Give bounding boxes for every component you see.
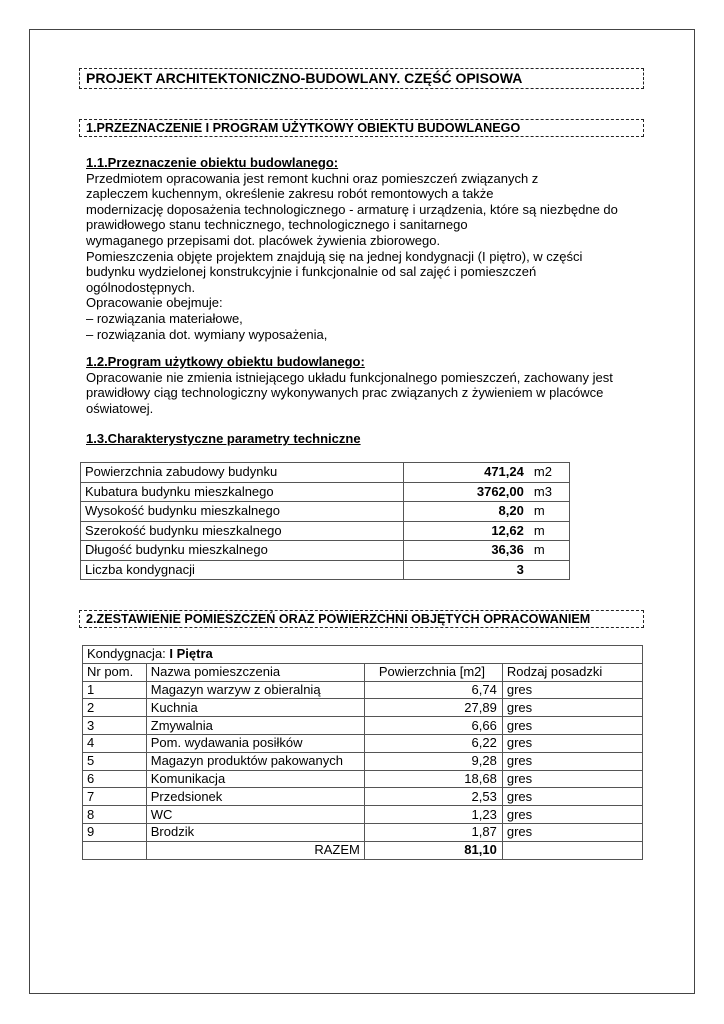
table-row [83, 806, 643, 824]
room-area: 18,68 [364, 770, 502, 788]
room-number: 6 [83, 770, 147, 788]
subsection-1-1-text [86, 171, 646, 343]
total-value: 81,10 [364, 841, 502, 859]
paragraph-line: prawidłowego stanu technicznego, technologicznego i sanitarnego [86, 217, 468, 233]
room-floor: gres [502, 788, 642, 806]
room-area: 27,89 [364, 699, 502, 717]
parameters-table [80, 462, 570, 580]
table-row [83, 699, 643, 717]
room-floor: gres [502, 823, 642, 841]
table-row [83, 770, 643, 788]
paragraph-line: modernizację doposażenia technologicznego - armaturę i urządzenia, które są niezbędne do [86, 201, 618, 217]
paragraph-line: wymaganego przepisami dot. placówek żywienia zbiorowego. [86, 232, 441, 248]
subsection-1-1-heading: 1.1.Przeznaczenie obiektu budowlanego: [86, 155, 339, 170]
paragraph-line: ogólnodostępnych. [86, 279, 196, 295]
room-number: 2 [83, 699, 147, 717]
floor-row [83, 646, 643, 664]
room-floor: gres [502, 717, 642, 735]
paragraph-line: Opracowanie nie zmienia istniejącego układu funkcjonalnego pomieszczeń, zachowany jest [86, 369, 613, 385]
table-row [81, 482, 570, 502]
paragraph-line: zapleczem kuchennym, określenie zakresu robót remontowych a także [86, 186, 494, 202]
room-area: 1,23 [364, 806, 502, 824]
table-row [81, 463, 570, 483]
rooms-table [82, 645, 643, 860]
table-row [83, 788, 643, 806]
total-label: RAZEM [146, 841, 364, 859]
room-area: 6,74 [364, 681, 502, 699]
paragraph-line: Opracowanie obejmuje: [86, 295, 223, 311]
paragraph-line: prawidłowy ciąg technologiczny wykonywanych prac związanych z żywieniem w placówce [86, 385, 604, 401]
total-row [83, 841, 643, 859]
room-name: Magazyn produktów pakowanych [146, 752, 364, 770]
paragraph-line: oświatowej. [86, 400, 154, 416]
room-name: Kuchnia [146, 699, 364, 717]
paragraph-line: Przedmiotem opracowania jest remont kuchni oraz pomieszczeń związanych z [86, 170, 539, 186]
room-number: 5 [83, 752, 147, 770]
param-value: 471,24 [404, 463, 530, 483]
column-header: Nr pom. [83, 663, 147, 681]
document-title: PROJEKT ARCHITEKTONICZNO-BUDOWLANY. CZĘŚĆ OPISOWA [79, 68, 644, 89]
room-floor: gres [502, 752, 642, 770]
room-area: 6,22 [364, 734, 502, 752]
room-name: Komunikacja [146, 770, 364, 788]
floor-label: Kondygnacja: [87, 646, 170, 662]
room-name: WC [146, 806, 364, 824]
param-unit: m3 [530, 482, 570, 502]
room-name: Zmywalnia [146, 717, 364, 735]
column-header: Rodzaj posadzki [502, 663, 642, 681]
table-row [83, 681, 643, 699]
table-row [81, 502, 570, 522]
room-number: 8 [83, 806, 147, 824]
room-floor: gres [502, 699, 642, 717]
room-name: Brodzik [146, 823, 364, 841]
paragraph-line: Pomieszczenia objęte projektem znajdują się na jednej kondygnacji (I piętro), w części [86, 248, 583, 264]
table-row [81, 560, 570, 580]
table-row [83, 717, 643, 735]
param-unit: m2 [530, 463, 570, 483]
room-number: 9 [83, 823, 147, 841]
floor-cell [83, 646, 643, 664]
param-value: 36,36 [404, 541, 530, 561]
table-row [83, 752, 643, 770]
param-value: 12,62 [404, 521, 530, 541]
room-name: Pom. wydawania posiłków [146, 734, 364, 752]
param-value: 3762,00 [404, 482, 530, 502]
param-name: Szerokość budynku mieszkalnego [81, 521, 404, 541]
param-value: 3 [404, 560, 530, 580]
table-row [83, 823, 643, 841]
section-1-1-block [86, 155, 646, 342]
param-unit: m [530, 541, 570, 561]
param-unit: m [530, 502, 570, 522]
param-name: Powierzchnia zabudowy budynku [81, 463, 404, 483]
room-area: 2,53 [364, 788, 502, 806]
table-row [81, 541, 570, 561]
paragraph-line: – rozwiązania materiałowe, [86, 310, 243, 326]
paragraph-line: – rozwiązania dot. wymiany wyposażenia, [86, 326, 328, 342]
section-2-heading: 2.ZESTAWIENIE POMIESZCZEŃ ORAZ POWIERZCHNI OBJĘTYCH OPRACOWANIEM [79, 610, 644, 628]
empty-cell [502, 841, 642, 859]
header-row [83, 663, 643, 681]
room-floor: gres [502, 681, 642, 699]
param-name: Liczba kondygnacji [81, 560, 404, 580]
room-name: Magazyn warzyw z obieralnią [146, 681, 364, 699]
table-row [81, 521, 570, 541]
param-unit [530, 560, 570, 580]
room-floor: gres [502, 806, 642, 824]
column-header: Powierzchnia [m2] [364, 663, 502, 681]
section-1-2-block [86, 354, 646, 416]
param-unit: m [530, 521, 570, 541]
param-name: Długość budynku mieszkalnego [81, 541, 404, 561]
param-value: 8,20 [404, 502, 530, 522]
column-header: Nazwa pomieszczenia [146, 663, 364, 681]
subsection-1-2-heading: 1.2.Program użytkowy obiektu budowlanego: [86, 354, 365, 369]
room-area: 9,28 [364, 752, 502, 770]
param-name: Kubatura budynku mieszkalnego [81, 482, 404, 502]
paragraph-line: budynku wydzielonej konstrukcyjnie i funkcjonalnie od sal zajęć i pomieszczeń [86, 264, 537, 280]
section-1-heading: 1.PRZEZNACZENIE I PROGRAM UŻYTKOWY OBIEKTU BUDOWLANEGO [79, 119, 644, 137]
room-floor: gres [502, 770, 642, 788]
subsection-1-3-heading: 1.3.Charakterystyczne parametry techniczne [86, 431, 361, 446]
room-number: 4 [83, 734, 147, 752]
table-row [83, 734, 643, 752]
floor-value: I Piętra [169, 646, 213, 662]
param-name: Wysokość budynku mieszkalnego [81, 502, 404, 522]
room-name: Przedsionek [146, 788, 364, 806]
room-area: 1,87 [364, 823, 502, 841]
room-number: 7 [83, 788, 147, 806]
section-1-3-block [86, 431, 646, 447]
empty-cell [83, 841, 147, 859]
room-number: 1 [83, 681, 147, 699]
room-number: 3 [83, 717, 147, 735]
room-area: 6,66 [364, 717, 502, 735]
room-floor: gres [502, 734, 642, 752]
